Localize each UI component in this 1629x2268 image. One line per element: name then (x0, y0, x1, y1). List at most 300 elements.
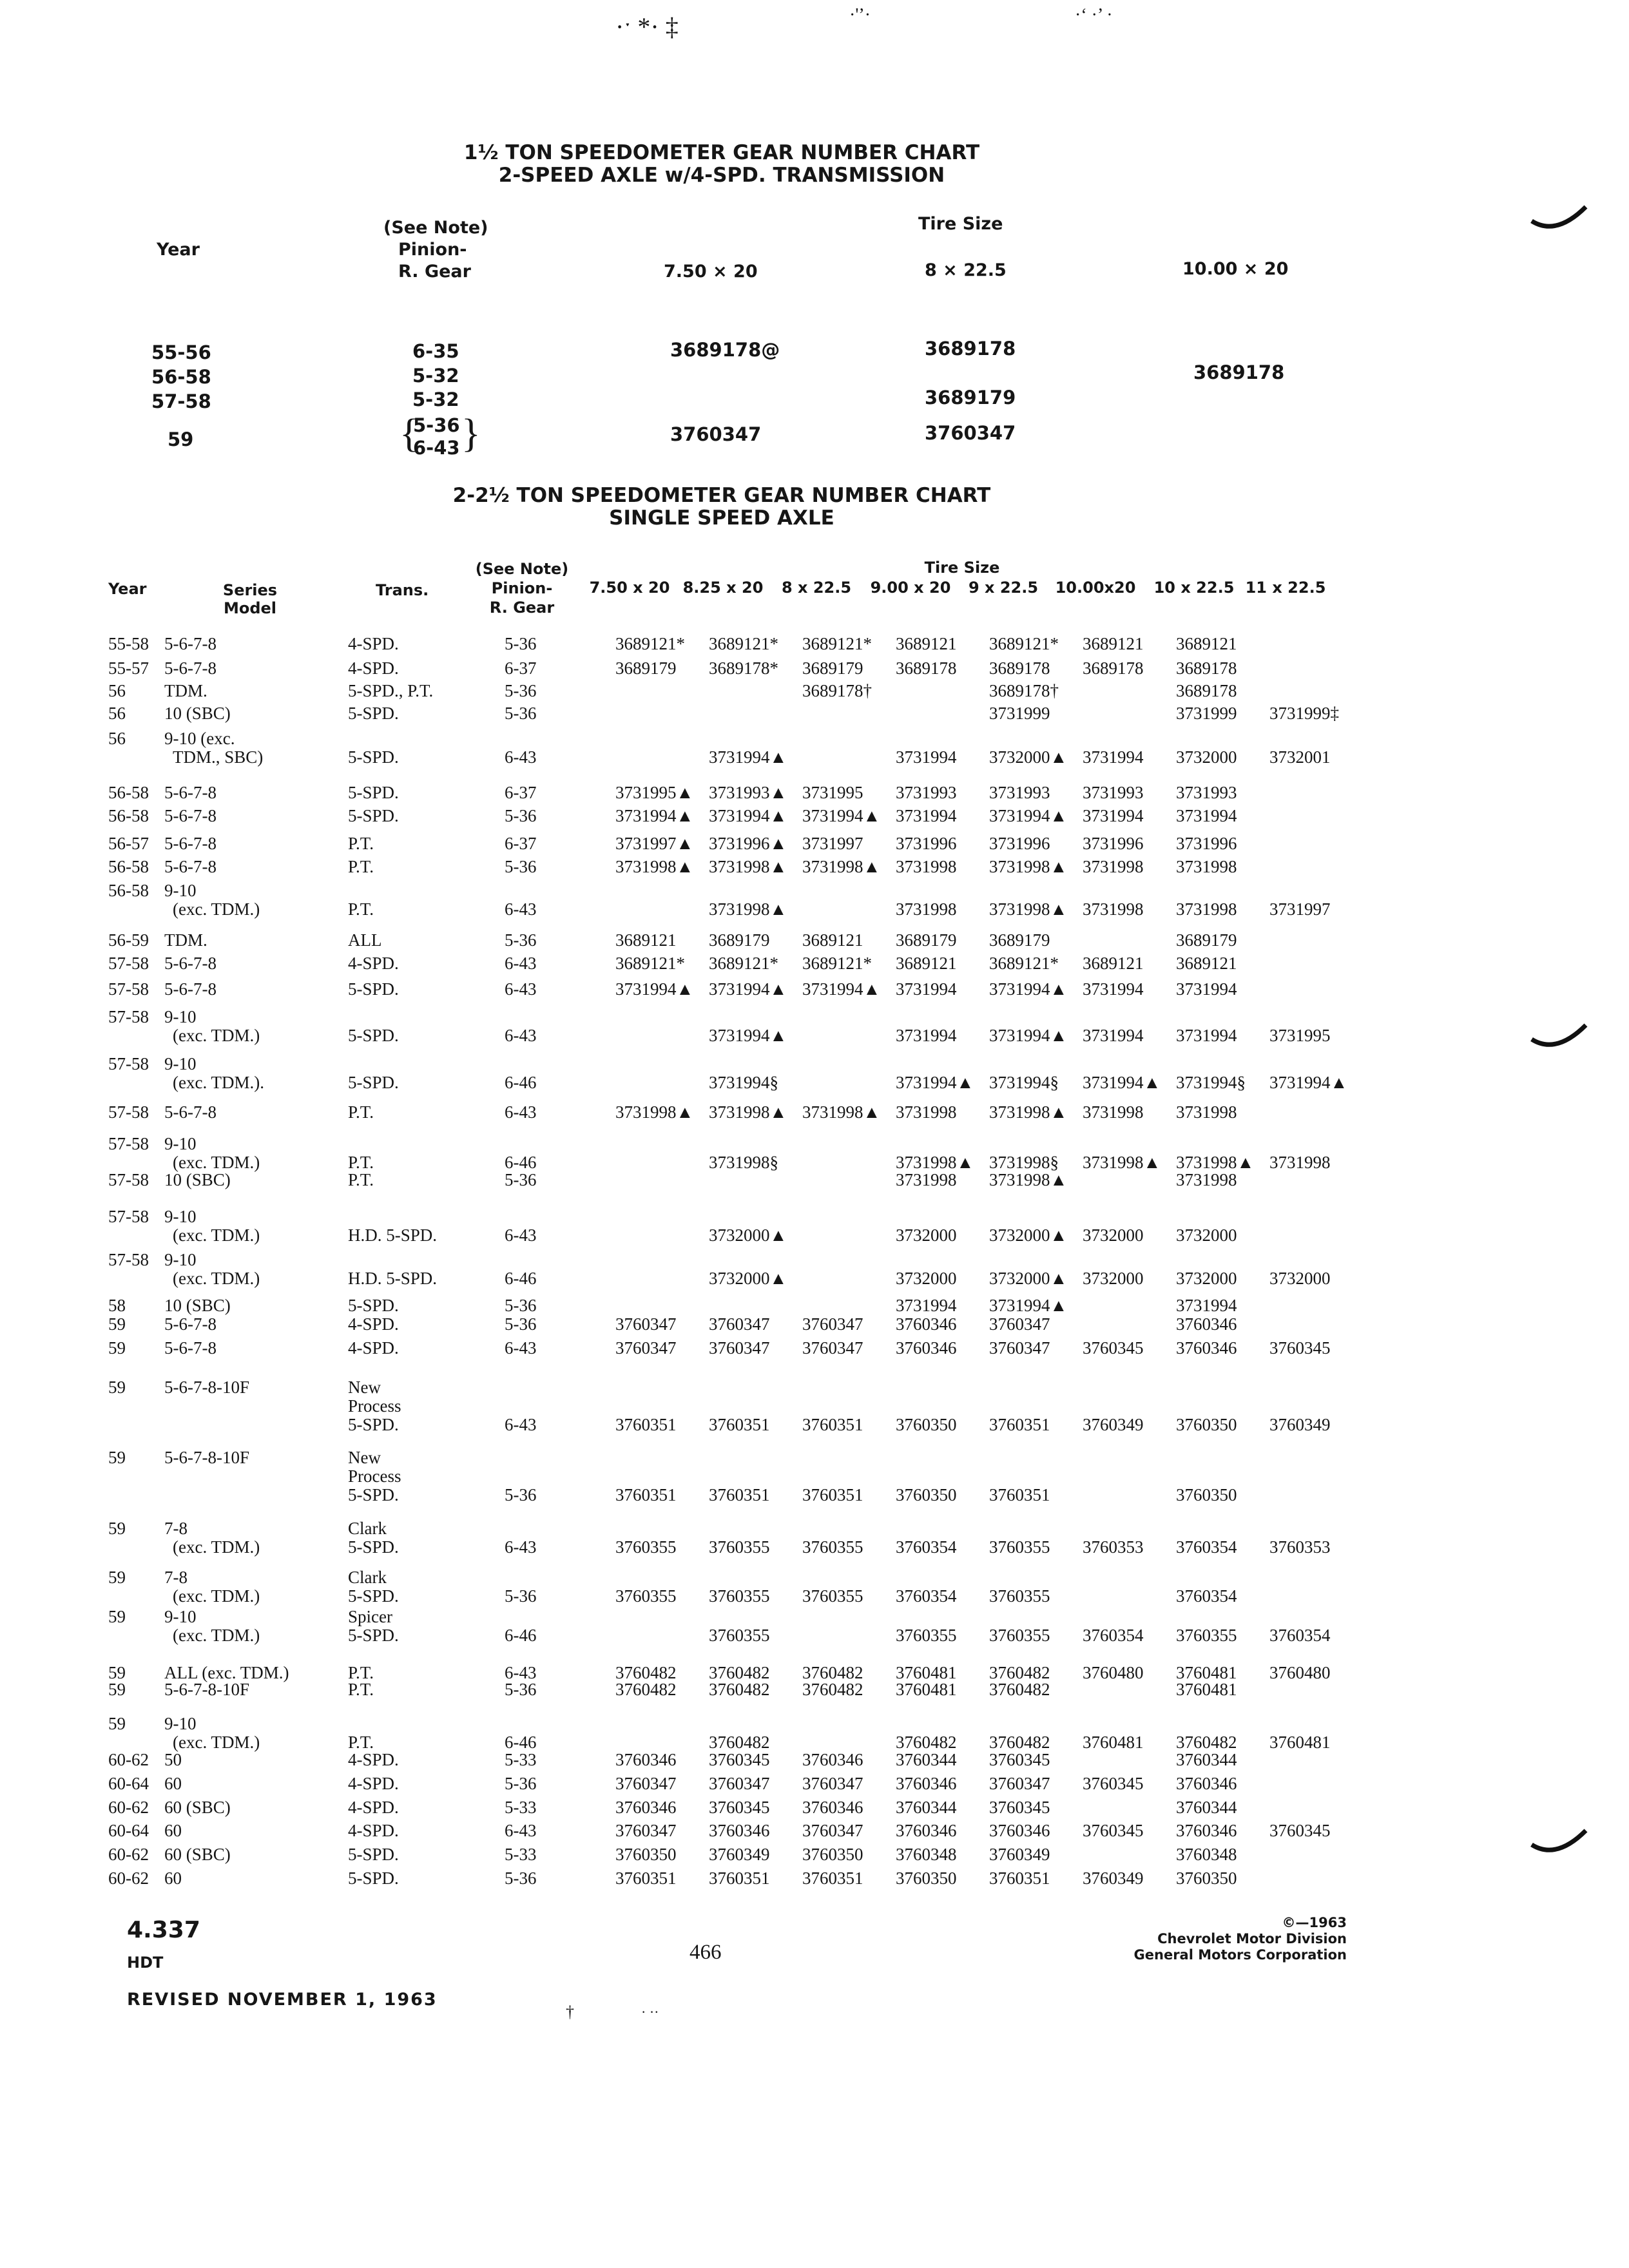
row-value: 3760351 (989, 1485, 1050, 1504)
row-value: 3689178* (709, 658, 778, 678)
row-trans: 5-SPD. (348, 1869, 399, 1888)
table1-year: 56-58 (151, 366, 211, 388)
row-trans: P.T. (348, 1102, 374, 1122)
row-year: 59 (108, 1448, 126, 1467)
row-year: 60-64 (108, 1821, 149, 1840)
row-series: 60 (164, 1774, 182, 1793)
row-value: 3760354 (1176, 1537, 1237, 1557)
row-value: 3760355 (709, 1537, 770, 1557)
row-trans: 4-SPD. (348, 1750, 399, 1769)
row-gear: 6-46 (505, 1733, 537, 1752)
row-series: 7-8 (164, 1519, 188, 1538)
row-value: 3760482 (989, 1733, 1050, 1752)
row-value: 3689179 (989, 930, 1050, 950)
table2-see-note: (See Note) (475, 560, 569, 578)
row-series: TDM. (164, 681, 207, 700)
row-trans: 5-SPD. (348, 1415, 399, 1434)
row-value: 3760346 (1176, 1774, 1237, 1793)
row-series: 9-10 (164, 1207, 197, 1226)
row-value: 3731998▲ (1083, 1153, 1161, 1172)
row-value: 3689178† (802, 681, 872, 700)
row-value: 3760348 (1176, 1845, 1237, 1864)
copyright: ©—1963 (1282, 1915, 1347, 1930)
row-series: 10 (SBC) (164, 704, 231, 723)
row-value: 3760346 (896, 1314, 957, 1334)
row-value: 3731994 (896, 979, 957, 999)
row-value: 3760350 (896, 1485, 957, 1504)
row-value: 3760346 (709, 1821, 770, 1840)
row-trans: H.D. 5-SPD. (348, 1225, 438, 1245)
row-gear: 6-37 (505, 658, 537, 678)
row-series: 5-6-7-8-10F (164, 1378, 249, 1397)
row-gear: 5-33 (505, 1798, 537, 1817)
row-value: 3731994▲ (989, 806, 1068, 825)
row-gear: 6-37 (505, 834, 537, 853)
row-series: ALL (exc. TDM.) (164, 1663, 289, 1682)
row-year: 59 (108, 1519, 126, 1538)
row-series: TDM., SBC) (173, 747, 264, 767)
row-trans: P.T. (348, 1680, 374, 1699)
row-value: 3760355 (709, 1586, 770, 1606)
row-gear: 6-37 (505, 783, 537, 802)
row-value: 3760353 (1269, 1537, 1331, 1557)
row-value: 3689121* (802, 634, 872, 653)
row-series: 10 (SBC) (164, 1296, 231, 1315)
row-gear: 6-46 (505, 1073, 537, 1092)
row-year: 57-58 (108, 1134, 149, 1153)
row-value: 3732000 (1176, 1269, 1237, 1288)
row-value: 3760346 (896, 1338, 957, 1358)
row-value: 3731998▲ (709, 1102, 787, 1122)
row-trans: P.T. (348, 834, 374, 853)
row-value: 3760355 (896, 1626, 957, 1645)
row-series: (exc. TDM.) (173, 1225, 260, 1245)
row-year: 56 (108, 729, 126, 748)
row-value: 3760355 (615, 1537, 677, 1557)
row-value: 3760480 (1083, 1663, 1144, 1682)
row-value: 3760481 (1176, 1680, 1237, 1699)
row-value: 3760482 (802, 1680, 863, 1699)
row-value: 3760346 (989, 1821, 1050, 1840)
row-value: 3689121 (896, 634, 957, 653)
row-gear: 6-46 (505, 1269, 537, 1288)
row-series: 5-6-7-8-10F (164, 1448, 249, 1467)
row-series: 9-10 (exc. (164, 729, 235, 748)
row-value: 3760351 (802, 1485, 863, 1504)
row-value: 3760482 (709, 1663, 770, 1682)
row-value: 3732000 (1083, 1225, 1144, 1245)
row-value: 3731994▲ (802, 979, 881, 999)
row-year: 56-58 (108, 857, 149, 876)
row-series: (exc. TDM.) (173, 1153, 260, 1172)
row-value: 3731998 (1083, 857, 1144, 876)
row-value: 3760481 (1269, 1733, 1331, 1752)
row-value: 3689178 (896, 658, 957, 678)
row-trans: 4-SPD. (348, 634, 399, 653)
row-year: 56-58 (108, 881, 149, 900)
row-value: 3760482 (802, 1663, 863, 1682)
row-value: 3731998▲ (989, 857, 1068, 876)
row-value: 3760355 (989, 1537, 1050, 1557)
row-trans: 5-SPD. (348, 806, 399, 825)
row-year: 57-58 (108, 1007, 149, 1026)
row-series: 7-8 (164, 1568, 188, 1587)
row-value: 3731994▲ (615, 806, 694, 825)
row-gear: 5-36 (505, 1485, 537, 1504)
row-value: 3689179 (1176, 930, 1237, 950)
row-trans: 5-SPD. (348, 1586, 399, 1606)
row-value: 3760346 (896, 1821, 957, 1840)
row-value: 3731994 (896, 1296, 957, 1315)
table1-gear: 5-36 (413, 414, 460, 436)
row-value: 3689178† (989, 681, 1059, 700)
row-value: 3760347 (615, 1774, 677, 1793)
row-trans: P.T. (348, 1733, 374, 1752)
row-value: 3760344 (896, 1798, 957, 1817)
table1-cell: 3689178 (1193, 361, 1285, 383)
row-value: 3731993 (896, 783, 957, 802)
row-value: 3731993▲ (709, 783, 787, 802)
row-value: 3731998▲ (709, 857, 787, 876)
row-value: 3760355 (709, 1626, 770, 1645)
row-value: 3760482 (989, 1663, 1050, 1682)
row-value: 3760350 (896, 1869, 957, 1888)
row-value: 3731994▲ (1083, 1073, 1161, 1092)
row-value: 3731994 (1176, 1296, 1237, 1315)
row-value: 3731994 (1176, 806, 1237, 825)
row-value: 3760351 (802, 1869, 863, 1888)
row-value: 3731998 (1083, 899, 1144, 919)
binder-mark-icon (1530, 1021, 1588, 1053)
row-series: 9-10 (164, 1607, 197, 1626)
row-year: 56-58 (108, 783, 149, 802)
row-value: 3760354 (896, 1586, 957, 1606)
row-value: 3760350 (1176, 1485, 1237, 1504)
row-value: 3731998 (1176, 1102, 1237, 1122)
row-value: 3760345 (1269, 1338, 1331, 1358)
row-trans: New (348, 1378, 381, 1397)
row-year: 57-58 (108, 954, 149, 973)
row-value: 3760345 (709, 1798, 770, 1817)
row-gear: 5-36 (505, 1586, 537, 1606)
row-value: 3760349 (1083, 1415, 1144, 1434)
row-value: 3731994 (1083, 1026, 1144, 1045)
row-value: 3760351 (709, 1869, 770, 1888)
table1-title-line1: 1½ TON SPEEDOMETER GEAR NUMBER CHART (463, 141, 980, 164)
table2-trans-header: Trans. (376, 581, 429, 599)
table2-tire-col-header: 8.25 x 20 (682, 579, 764, 597)
row-gear: 5-36 (505, 634, 537, 653)
table1-tire-8x225: 8 × 22.5 (925, 260, 1007, 280)
section-code: HDT (127, 1954, 164, 1972)
row-value: 3760349 (709, 1845, 770, 1864)
row-year: 59 (108, 1338, 126, 1358)
row-value: 3760482 (615, 1663, 677, 1682)
row-value: 3760350 (1176, 1869, 1237, 1888)
row-year: 59 (108, 1314, 126, 1334)
row-value: 3731999‡ (1269, 704, 1339, 723)
row-value: 3760345 (709, 1750, 770, 1769)
row-value: 3689178 (1176, 658, 1237, 678)
row-trans: 5-SPD. (348, 783, 399, 802)
row-trans: Process (348, 1466, 401, 1486)
row-value: 3760344 (1176, 1798, 1237, 1817)
table1-cell: 3689179 (925, 387, 1016, 408)
row-value: 3731997 (1269, 899, 1331, 919)
row-gear: 5-36 (505, 704, 537, 723)
row-value: 3760347 (615, 1314, 677, 1334)
row-value: 3760344 (896, 1750, 957, 1769)
scan-speck: ·‘ ·’ · (1075, 5, 1113, 25)
row-value: 3732000▲ (989, 1225, 1068, 1245)
row-trans: 4-SPD. (348, 954, 399, 973)
row-series: (exc. TDM.) (173, 1626, 260, 1645)
row-value: 3731998 (896, 1102, 957, 1122)
row-value: 3731994 (1176, 1026, 1237, 1045)
row-trans: New (348, 1448, 381, 1467)
row-series: 9-10 (164, 1250, 197, 1269)
row-value: 3732000▲ (709, 1269, 787, 1288)
table2-tire-col-header: 10 x 22.5 (1153, 579, 1235, 597)
row-year: 56-58 (108, 806, 149, 825)
row-value: 3732000 (1269, 1269, 1331, 1288)
table1-cell: 3689178@ (670, 339, 780, 361)
row-value: 3731998▲ (615, 857, 694, 876)
row-value: 3760482 (615, 1680, 677, 1699)
row-value: 3760480 (1269, 1663, 1331, 1682)
row-value: 3760351 (802, 1415, 863, 1434)
row-value: 3689179 (896, 930, 957, 950)
row-value: 3760482 (709, 1733, 770, 1752)
row-year: 60-62 (108, 1869, 149, 1888)
row-gear: 6-43 (505, 1338, 537, 1358)
table1-year-header: Year (157, 240, 200, 260)
table1-tire-size-header: Tire Size (918, 214, 1003, 234)
row-value: 3689179 (802, 658, 863, 678)
row-value: 3760351 (615, 1869, 677, 1888)
row-value: 3731994▲ (989, 979, 1068, 999)
table2-tire-col-header: 7.50 x 20 (589, 579, 670, 597)
row-series: 9-10 (164, 1054, 197, 1073)
row-year: 57-58 (108, 1207, 149, 1226)
row-series: 5-6-7-8 (164, 658, 217, 678)
row-value: 3760350 (802, 1845, 863, 1864)
row-series: (exc. TDM.) (173, 899, 260, 919)
row-trans: 5-SPD. (348, 1296, 399, 1315)
row-value: 3731993 (1176, 783, 1237, 802)
row-value: 3760351 (615, 1415, 677, 1434)
row-value: 3731994 (1176, 979, 1237, 999)
row-value: 3731996▲ (709, 834, 787, 853)
row-gear: 5-36 (505, 1774, 537, 1793)
row-value: 3760354 (896, 1537, 957, 1557)
row-year: 59 (108, 1663, 126, 1682)
row-gear: 5-36 (505, 857, 537, 876)
row-value: 3731994 (896, 1026, 957, 1045)
table2-year-header: Year (108, 580, 147, 598)
row-series: 9-10 (164, 1714, 197, 1733)
scan-speck: · ·· (641, 2004, 659, 2020)
row-value: 3760355 (989, 1586, 1050, 1606)
row-gear: 6-46 (505, 1626, 537, 1645)
row-value: 3760347 (709, 1774, 770, 1793)
row-trans: 5-SPD. (348, 1073, 399, 1092)
row-value: 3760354 (1083, 1626, 1144, 1645)
row-value: 3760355 (1176, 1626, 1237, 1645)
row-trans: 4-SPD. (348, 1821, 399, 1840)
row-value: 3689121 (1083, 634, 1144, 653)
row-value: 3760347 (802, 1338, 863, 1358)
row-value: 3731996 (989, 834, 1050, 853)
row-value: 3732000 (1176, 1225, 1237, 1245)
row-value: 3731998§ (709, 1153, 778, 1172)
row-year: 59 (108, 1714, 126, 1733)
table2-tire-col-header: 8 x 22.5 (781, 579, 852, 597)
row-value: 3731994▲ (896, 1073, 974, 1092)
row-trans: 4-SPD. (348, 658, 399, 678)
row-trans: 4-SPD. (348, 1314, 399, 1334)
row-gear: 6-43 (505, 1026, 537, 1045)
row-value: 3760349 (1269, 1415, 1331, 1434)
row-trans: 4-SPD. (348, 1774, 399, 1793)
row-value: 3689121 (1176, 634, 1237, 653)
row-series: 5-6-7-8 (164, 954, 217, 973)
row-value: 3760345 (1083, 1821, 1144, 1840)
row-value: 3760346 (896, 1774, 957, 1793)
row-trans: Clark (348, 1568, 387, 1587)
table2-pinion-header: Pinion- (491, 579, 553, 597)
table1-see-note: (See Note) (383, 218, 488, 238)
row-value: 3731994§ (989, 1073, 1059, 1092)
table2-tire-col-header: 9.00 x 20 (870, 579, 951, 597)
row-trans: Process (348, 1396, 401, 1416)
row-value: 3731999 (1176, 704, 1237, 723)
table1-tire-1000x20: 10.00 × 20 (1182, 259, 1289, 279)
row-value: 3689121 (1083, 954, 1144, 973)
row-gear: 6-43 (505, 1663, 537, 1682)
row-year: 57-58 (108, 1054, 149, 1073)
row-value: 3760350 (1176, 1415, 1237, 1434)
row-value: 3731994▲ (989, 1026, 1068, 1045)
row-value: 3760346 (1176, 1821, 1237, 1840)
row-series: (exc. TDM.) (173, 1537, 260, 1557)
row-trans: P.T. (348, 1153, 374, 1172)
row-value: 3731994▲ (802, 806, 881, 825)
row-gear: 5-33 (505, 1845, 537, 1864)
row-value: 3760347 (802, 1774, 863, 1793)
row-value: 3732000▲ (989, 747, 1068, 767)
row-gear: 5-33 (505, 1750, 537, 1769)
row-trans: 4-SPD. (348, 1798, 399, 1817)
row-trans: 5-SPD. (348, 1485, 399, 1504)
row-value: 3731995 (802, 783, 863, 802)
row-value: 3732000▲ (709, 1225, 787, 1245)
row-value: 3731998 (1176, 857, 1237, 876)
row-value: 3760482 (989, 1680, 1050, 1699)
table1-year: 59 (168, 428, 194, 450)
table2-title-line1: 2-2½ TON SPEEDOMETER GEAR NUMBER CHART (452, 484, 991, 507)
binder-mark-icon (1530, 1827, 1588, 1859)
row-value: 3760345 (989, 1798, 1050, 1817)
row-value: 3760345 (1083, 1774, 1144, 1793)
row-value: 3731997▲ (615, 834, 694, 853)
row-value: 3760346 (615, 1798, 677, 1817)
row-value: 3760347 (802, 1314, 863, 1334)
row-value: 3760346 (1176, 1338, 1237, 1358)
row-trans: 5-SPD. (348, 747, 399, 767)
row-trans: 5-SPD. (348, 979, 399, 999)
row-value: 3760349 (989, 1845, 1050, 1864)
row-value: 3732000 (1083, 1269, 1144, 1288)
row-value: 3760346 (615, 1750, 677, 1769)
row-year: 59 (108, 1607, 126, 1626)
row-year: 59 (108, 1378, 126, 1397)
division: Chevrolet Motor Division (1157, 1931, 1347, 1946)
row-value: 3731998▲ (989, 1102, 1068, 1122)
row-trans: 5-SPD. (348, 1537, 399, 1557)
row-gear: 5-36 (505, 1680, 537, 1699)
scan-speck: † (566, 2003, 574, 2021)
row-year: 57-58 (108, 1250, 149, 1269)
row-series: 5-6-7-8 (164, 1102, 217, 1122)
row-value: 3731994§ (1176, 1073, 1246, 1092)
table1-cell: 3760347 (925, 422, 1016, 444)
row-series: 9-10 (164, 881, 197, 900)
row-value: 3731998 (896, 857, 957, 876)
section-number: 4.337 (127, 1917, 200, 1943)
table1-gear: 6-35 (412, 340, 459, 362)
row-value: 3760349 (1083, 1869, 1144, 1888)
row-value: 3760482 (896, 1733, 957, 1752)
row-value: 3760347 (802, 1821, 863, 1840)
row-series: 5-6-7-8 (164, 1338, 217, 1358)
row-year: 56-59 (108, 930, 149, 950)
row-trans: P.T. (348, 1170, 374, 1189)
row-year: 59 (108, 1680, 126, 1699)
row-value: 3689121 (896, 954, 957, 973)
row-value: 3689121* (989, 954, 1059, 973)
row-series: 5-6-7-8 (164, 806, 217, 825)
row-year: 57-58 (108, 979, 149, 999)
row-value: 3731996 (1176, 834, 1237, 853)
table2-tire-col-header: 9 x 22.5 (968, 579, 1039, 597)
row-series: 60 (SBC) (164, 1845, 231, 1864)
row-value: 3731994§ (709, 1073, 778, 1092)
row-value: 3731994 (896, 806, 957, 825)
row-value: 3760345 (989, 1750, 1050, 1769)
row-gear: 6-46 (505, 1153, 537, 1172)
table1-cell: 3760347 (670, 423, 762, 445)
row-value: 3731998▲ (989, 1170, 1068, 1189)
row-series: 5-6-7-8 (164, 634, 217, 653)
row-value: 3760351 (709, 1415, 770, 1434)
row-value: 3760347 (709, 1314, 770, 1334)
row-value: 3731996 (1083, 834, 1144, 853)
row-gear: 6-43 (505, 1102, 537, 1122)
table1-gear: 5-32 (412, 365, 459, 387)
row-series: 50 (164, 1750, 182, 1769)
row-gear: 6-43 (505, 979, 537, 999)
row-value: 3760482 (1176, 1733, 1237, 1752)
row-year: 55-58 (108, 634, 149, 653)
row-value: 3760353 (1083, 1537, 1144, 1557)
row-value: 3760481 (1176, 1663, 1237, 1682)
row-value: 3689121* (989, 634, 1059, 653)
row-value: 3689121* (615, 634, 685, 653)
row-value: 3731993 (989, 783, 1050, 802)
row-value: 3689121 (1176, 954, 1237, 973)
row-value: 3760347 (709, 1338, 770, 1358)
